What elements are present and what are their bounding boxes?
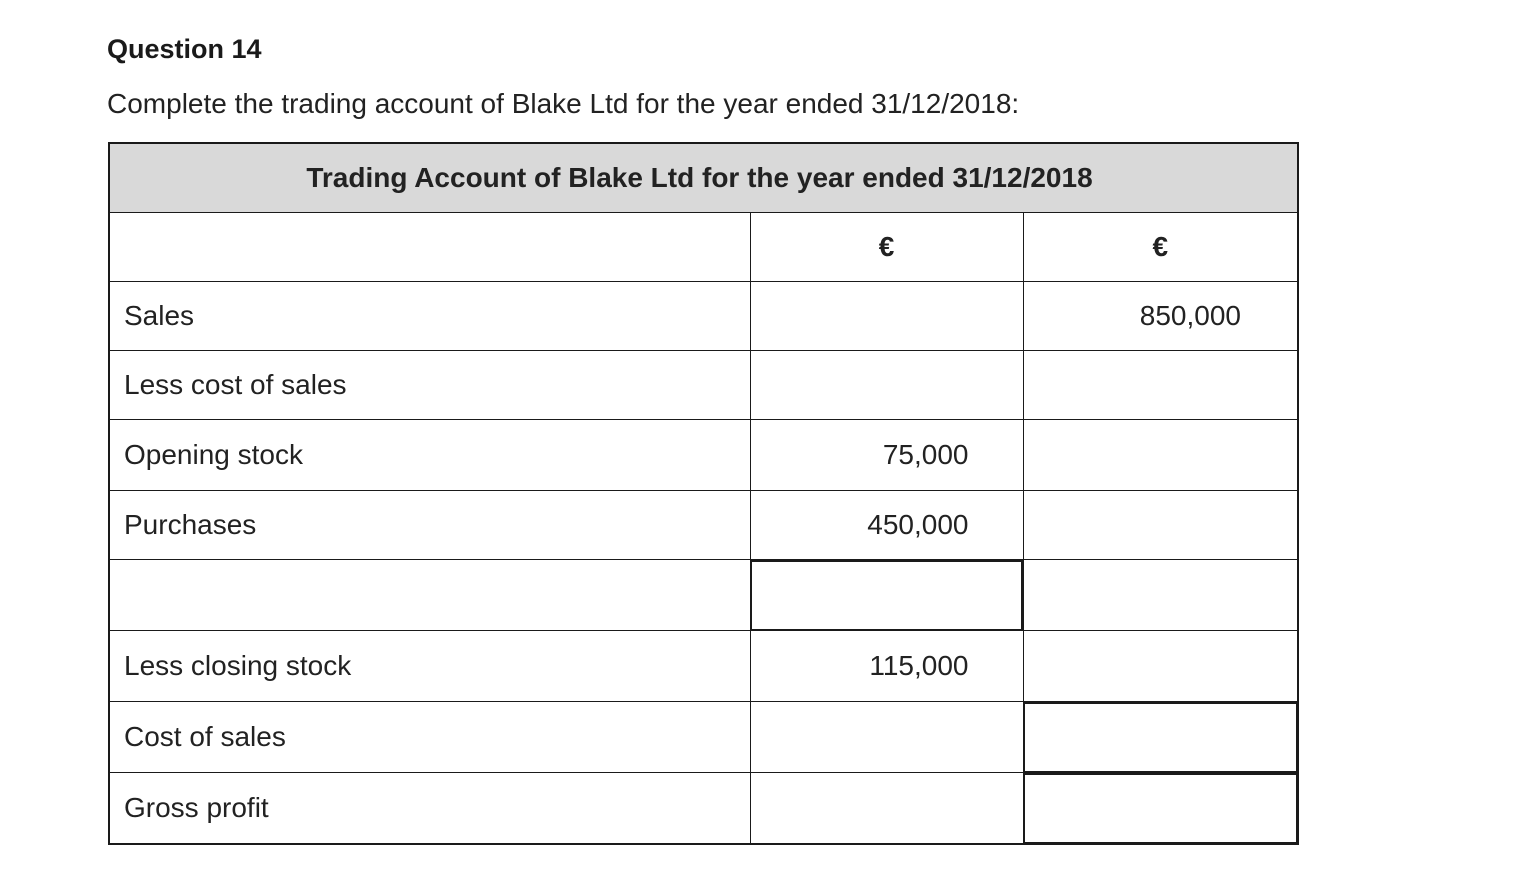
row-label: Less cost of sales	[109, 351, 750, 420]
row-label: Cost of sales	[109, 702, 750, 773]
currency-label-col2: €	[1023, 213, 1298, 282]
row-col2-value	[1023, 560, 1298, 631]
row-col2-value	[1023, 420, 1298, 491]
row-opening-stock	[109, 420, 1298, 491]
answer-box-subtotal[interactable]	[750, 560, 1023, 631]
row-label: Sales	[109, 282, 750, 351]
table-heading-text: Trading Account of Blake Ltd for the year ended 31/12/2018	[306, 162, 1093, 193]
row-col1-value: 75,000	[750, 420, 1023, 491]
row-less-closing-stock	[109, 631, 1298, 702]
row-col1-value	[750, 702, 1023, 773]
row-col2-value	[1023, 351, 1298, 420]
table-heading	[109, 143, 1298, 213]
currency-header-row	[109, 213, 1298, 282]
row-col2-value	[1023, 631, 1298, 702]
question-title: Question 14	[107, 34, 262, 64]
row-col1-value	[750, 282, 1023, 351]
row-col1-value	[750, 351, 1023, 420]
row-col1-value: 115,000	[750, 631, 1023, 702]
row-cost-of-sales	[109, 702, 1298, 773]
currency-label-col1: €	[750, 213, 1023, 282]
row-subtotal	[109, 560, 1298, 631]
row-sales	[109, 282, 1298, 351]
row-purchases	[109, 491, 1298, 560]
row-less-cost-of-sales	[109, 351, 1298, 420]
row-label: Opening stock	[109, 420, 750, 491]
currency-header-blank	[109, 213, 750, 282]
row-gross-profit	[109, 773, 1298, 845]
answer-box-gross-profit[interactable]	[1023, 773, 1298, 845]
row-col2-value	[1023, 491, 1298, 560]
row-label: Gross profit	[109, 773, 750, 845]
question-instruction: Complete the trading account of Blake Ltd for the year ended 31/12/2018:	[107, 88, 1020, 119]
trading-account-table	[108, 142, 1299, 845]
row-col1-value: 450,000	[750, 491, 1023, 560]
row-col2-value: 850,000	[1023, 282, 1298, 351]
answer-box-cost-of-sales[interactable]	[1023, 702, 1298, 773]
row-label: Less closing stock	[109, 631, 750, 702]
row-label: Purchases	[109, 491, 750, 560]
row-label	[109, 560, 750, 631]
row-col1-value	[750, 773, 1023, 845]
